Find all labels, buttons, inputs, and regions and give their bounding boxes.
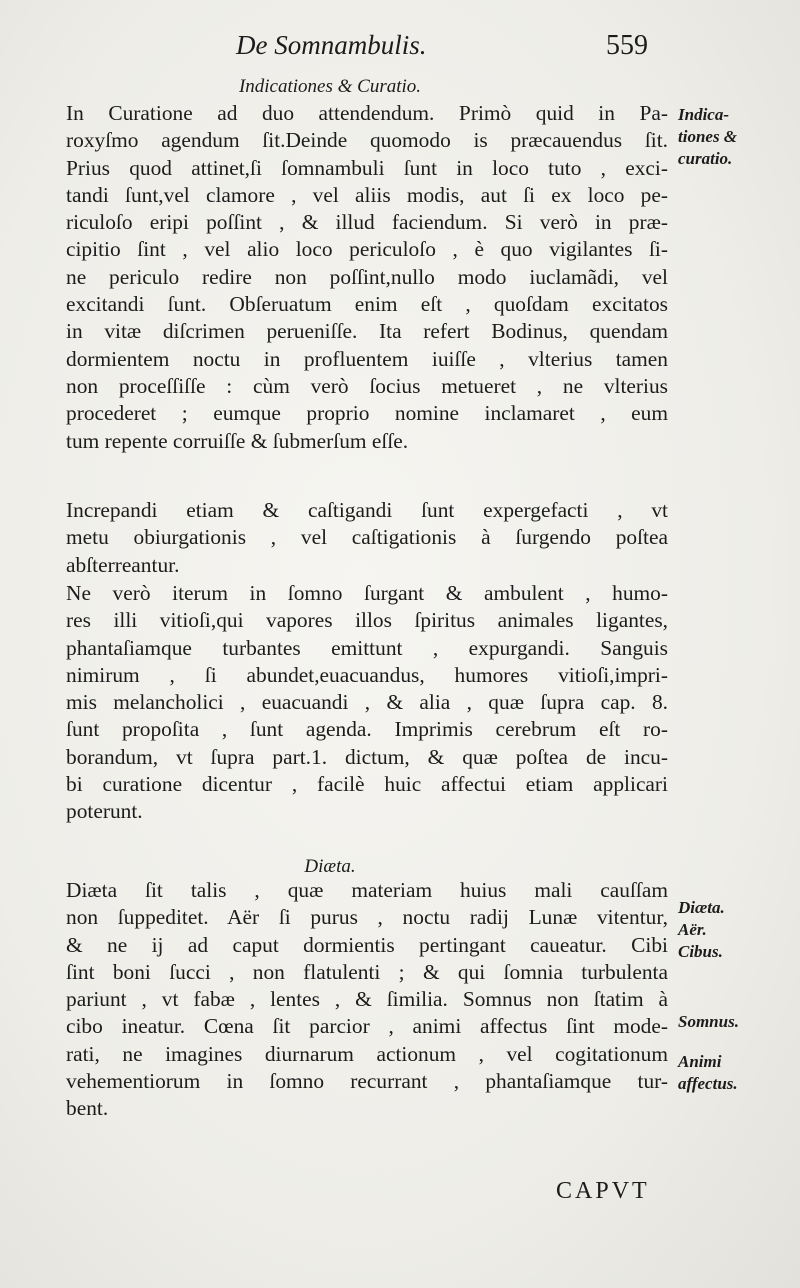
text-line: dormientem noctu in profluentem iuiſſe , vlterius tamen	[66, 346, 668, 371]
text-line: nimirum , ſi abundet,euacuandus, humores vitioſi,impri-	[66, 662, 668, 687]
text-line: roxyſmo agendum ſit.Deinde quomodo is præcauendus ſit.	[66, 128, 668, 153]
text-line: phantaſiamque turbantes emittunt , expurgandi. Sanguis	[66, 635, 668, 660]
margin-note-line: affectus.	[678, 1074, 738, 1093]
text-line: Diæta ſit talis , quæ materiam huius mali cauſſam	[66, 878, 668, 902]
page-header	[0, 30, 800, 70]
text-line: mis melancholici , euacuandi , & alia , quæ ſupra cap. 8.	[66, 690, 668, 715]
running-title: De Somnambulis.	[236, 30, 427, 60]
text-line: bent.	[66, 1096, 109, 1121]
paragraph-ne-vero	[66, 580, 668, 826]
margin-note-indicationes	[678, 104, 794, 170]
text-line: non proceſſiſſe : cùm verò ſocius metueret , ne vlterius	[66, 373, 668, 398]
margin-note-line: Somnus.	[678, 1012, 739, 1031]
text-line: tum repente corruiſſe & ſubmerſum eſſe.	[66, 428, 409, 453]
page-number: 559	[606, 30, 648, 61]
text-line: tandi ſunt,vel clamore , vel aliis modis, aut ſi ex loco pe-	[66, 182, 668, 207]
text-line: poterunt.	[66, 799, 143, 824]
margin-note-line: Indica-	[678, 105, 729, 124]
text-line: vehementiorum in ſomno recurrant , phantaſiamque tur-	[66, 1069, 668, 1094]
margin-note-line: Diæta.	[678, 898, 725, 917]
text-line: procederet ; eumque proprio nomine inclamaret , eum	[66, 401, 668, 426]
paragraph-curatio	[66, 100, 668, 455]
text-line: bi curatione dicentur , facilè huic affectui etiam applicari	[66, 772, 668, 797]
margin-note-diaeta	[678, 897, 794, 963]
text-line: & ne ij ad caput dormientis pertingant caueatur. Cibi	[66, 932, 668, 957]
paragraph-increpandi	[66, 497, 668, 579]
margin-note-line: Animi	[678, 1052, 722, 1071]
text-line: res illi vitioſi,qui vapores illos ſpiritus animales ligantes,	[66, 608, 668, 633]
text-line: riculoſo eripi poſſint , & illud faciendum. Si verò in præ-	[66, 210, 668, 235]
text-line: ſint boni ſucci , non flatulenti ; & qui ſomnia turbulenta	[66, 959, 668, 984]
section-heading-indicationes: Indicationes & Curatio.	[238, 76, 422, 97]
margin-note-line: Aër.	[678, 920, 707, 939]
text-line: borandum, vt ſupra part.1. dictum, & quæ poſtea de incu-	[66, 744, 668, 769]
text-line: cibo ineatur. Cœna ſit parcior , animi affectus ſint mode-	[66, 1014, 668, 1039]
catchword: CAPVT	[556, 1178, 650, 1204]
text-line: Ne verò iterum in ſomno ſurgant & ambulent , humo-	[66, 581, 668, 605]
margin-note-animi	[678, 1051, 794, 1095]
text-line: Increpandi etiam & caſtigandi ſunt expergefacti , vt	[66, 498, 668, 522]
margin-note-line: tiones &	[678, 127, 738, 146]
text-line: ne periculo redire non poſſint,nullo modo iuclamãdi, vel	[66, 264, 668, 289]
paragraph-diaeta	[66, 877, 668, 1123]
margin-note-line: curatio.	[678, 149, 733, 168]
text-line: in vitæ diſcrimen perueniſſe. Ita refert Bodinus, quendam	[66, 319, 668, 344]
text-line: In Curatione ad duo attendendum. Primò quid in Pa-	[66, 101, 668, 125]
text-line: non ſuppeditet. Aër ſi purus , noctu radij Lunæ vitentur,	[66, 905, 668, 930]
text-line: cipitio ſint , vel alio loco periculoſo , è quo vigilantes ſi-	[66, 237, 668, 262]
text-line: abſterreantur.	[66, 552, 180, 577]
section-heading-diaeta: Diæta.	[304, 856, 356, 877]
margin-note-line: Cibus.	[678, 942, 723, 961]
text-line: excitandi ſunt. Obſeruatum enim eſt , quoſdam excitatos	[66, 292, 668, 317]
text-line: rati, ne imagines diurnarum actionum , vel cogitationum	[66, 1041, 668, 1066]
text-line: metu obiurgationis , vel caſtigationis à ſurgendo poſtea	[66, 525, 668, 550]
text-line: Prius quod attinet,ſi ſomnambuli ſunt in loco tuto , exci-	[66, 155, 668, 180]
margin-note-somnus	[678, 1011, 794, 1033]
text-line: pariunt , vt fabæ , lentes , & ſimilia. Somnus non ſtatim à	[66, 987, 668, 1012]
text-line: ſunt propoſita , ſunt agenda. Imprimis cerebrum eſt ro-	[66, 717, 668, 742]
